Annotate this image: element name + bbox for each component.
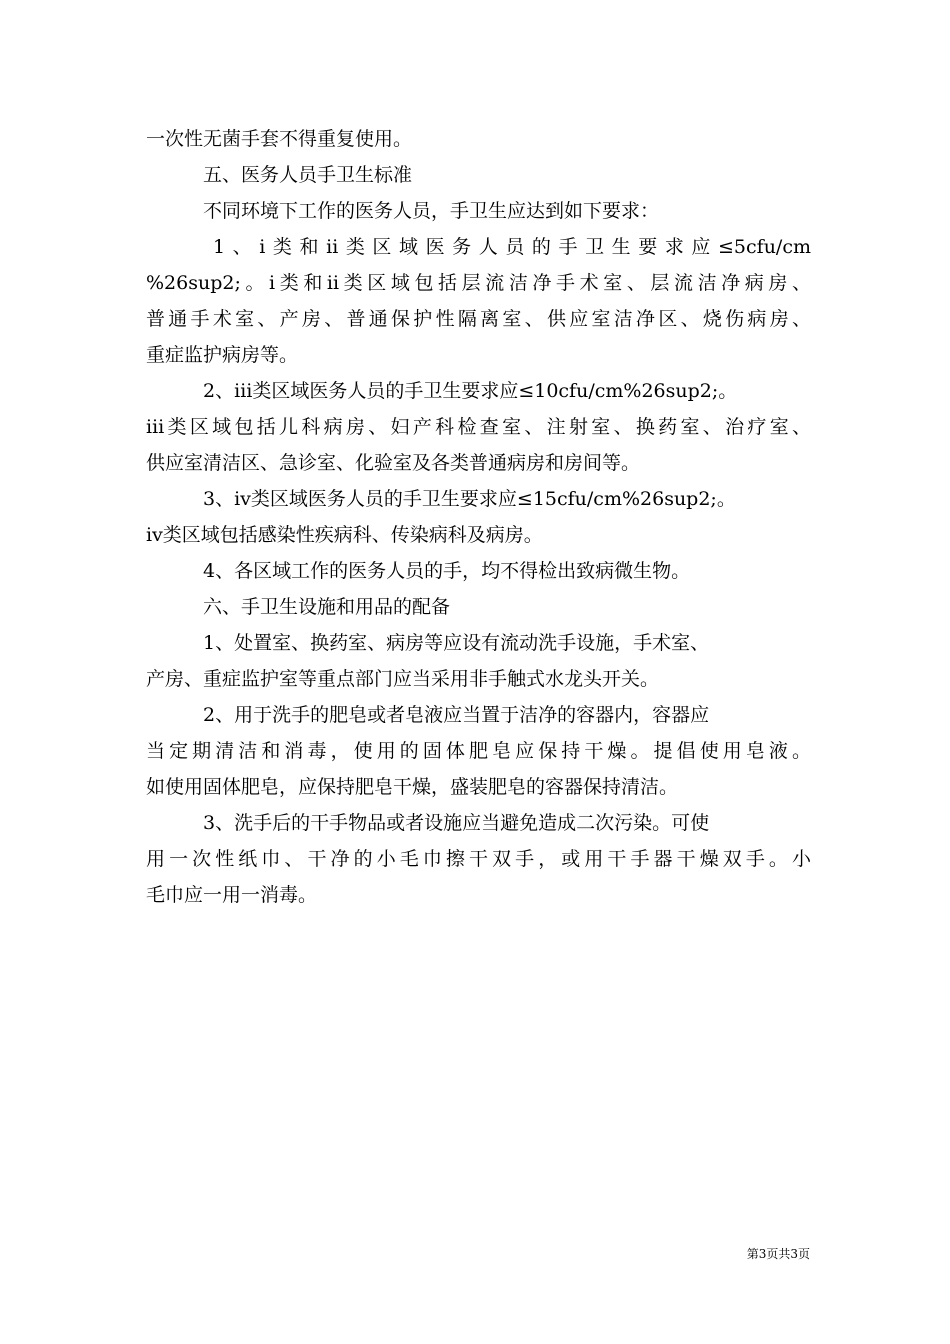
text-line-10: 供应室清洁区、急诊室、化验室及各类普通病房和房间等。 [146,452,641,474]
text-line-5: %26sup2;。ⅰ类和ⅱ类区域包括层流洁净手术室、层流洁净病房、 [146,272,811,294]
text-line-16: 产房、重症监护室等重点部门应当采用非手触式水龙头开关。 [146,668,660,690]
text-line-22: 毛巾应一用一消毒。 [146,884,318,906]
text-line-19: 如使用固体肥皂，应保持肥皂干燥，盛装肥皂的容器保持清洁。 [146,776,679,798]
text-line-12: ⅳ类区域包括感染性疾病科、传染病科及病房。 [146,524,543,546]
text-line-17: 2、用于洗手的肥皂或者皂液应当置于洁净的容器内，容器应 [203,704,710,726]
text-line-20: 3、洗手后的干手物品或者设施应当避免造成二次污染。可使 [203,812,710,834]
section-heading-6: 六、手卫生设施和用品的配备 [203,596,451,618]
text-line-3: 不同环境下工作的医务人员，手卫生应达到如下要求： [203,200,660,222]
text-line-6: 普通手术室、产房、普通保护性隔离室、供应室洁净区、烧伤病房、 [146,308,811,330]
text-line-21: 用一次性纸巾、干净的小毛巾擦干双手，或用干手器干燥双手。小 [146,848,811,870]
text-line-1: 一次性无菌手套不得重复使用。 [146,128,413,150]
text-line-4: 1、ⅰ类和ⅱ类区域医务人员的手卫生要求应≤5cfu/cm [213,236,811,258]
text-line-8: 2、ⅲ类区域医务人员的手卫生要求应≤10cfu/cm%26sup2;。 [203,380,738,402]
text-line-11: 3、ⅳ类区域医务人员的手卫生要求应≤15cfu/cm%26sup2;。 [203,488,736,510]
text-line-7: 重症监护病房等。 [146,344,299,366]
section-heading-5: 五、医务人员手卫生标准 [203,164,413,186]
text-line-9: ⅲ类区域包括儿科病房、妇产科检查室、注射室、换药室、治疗室、 [146,416,811,438]
text-line-13: 4、各区域工作的医务人员的手，均不得检出致病微生物。 [203,560,691,582]
text-line-18: 当定期清洁和消毒，使用的固体肥皂应保持干燥。提倡使用皂液。 [146,740,811,762]
page-number-footer: 第3页共3页 [746,1247,810,1261]
text-line-15: 1、处置室、换药室、病房等应设有流动洗手设施，手术室、 [203,632,710,654]
